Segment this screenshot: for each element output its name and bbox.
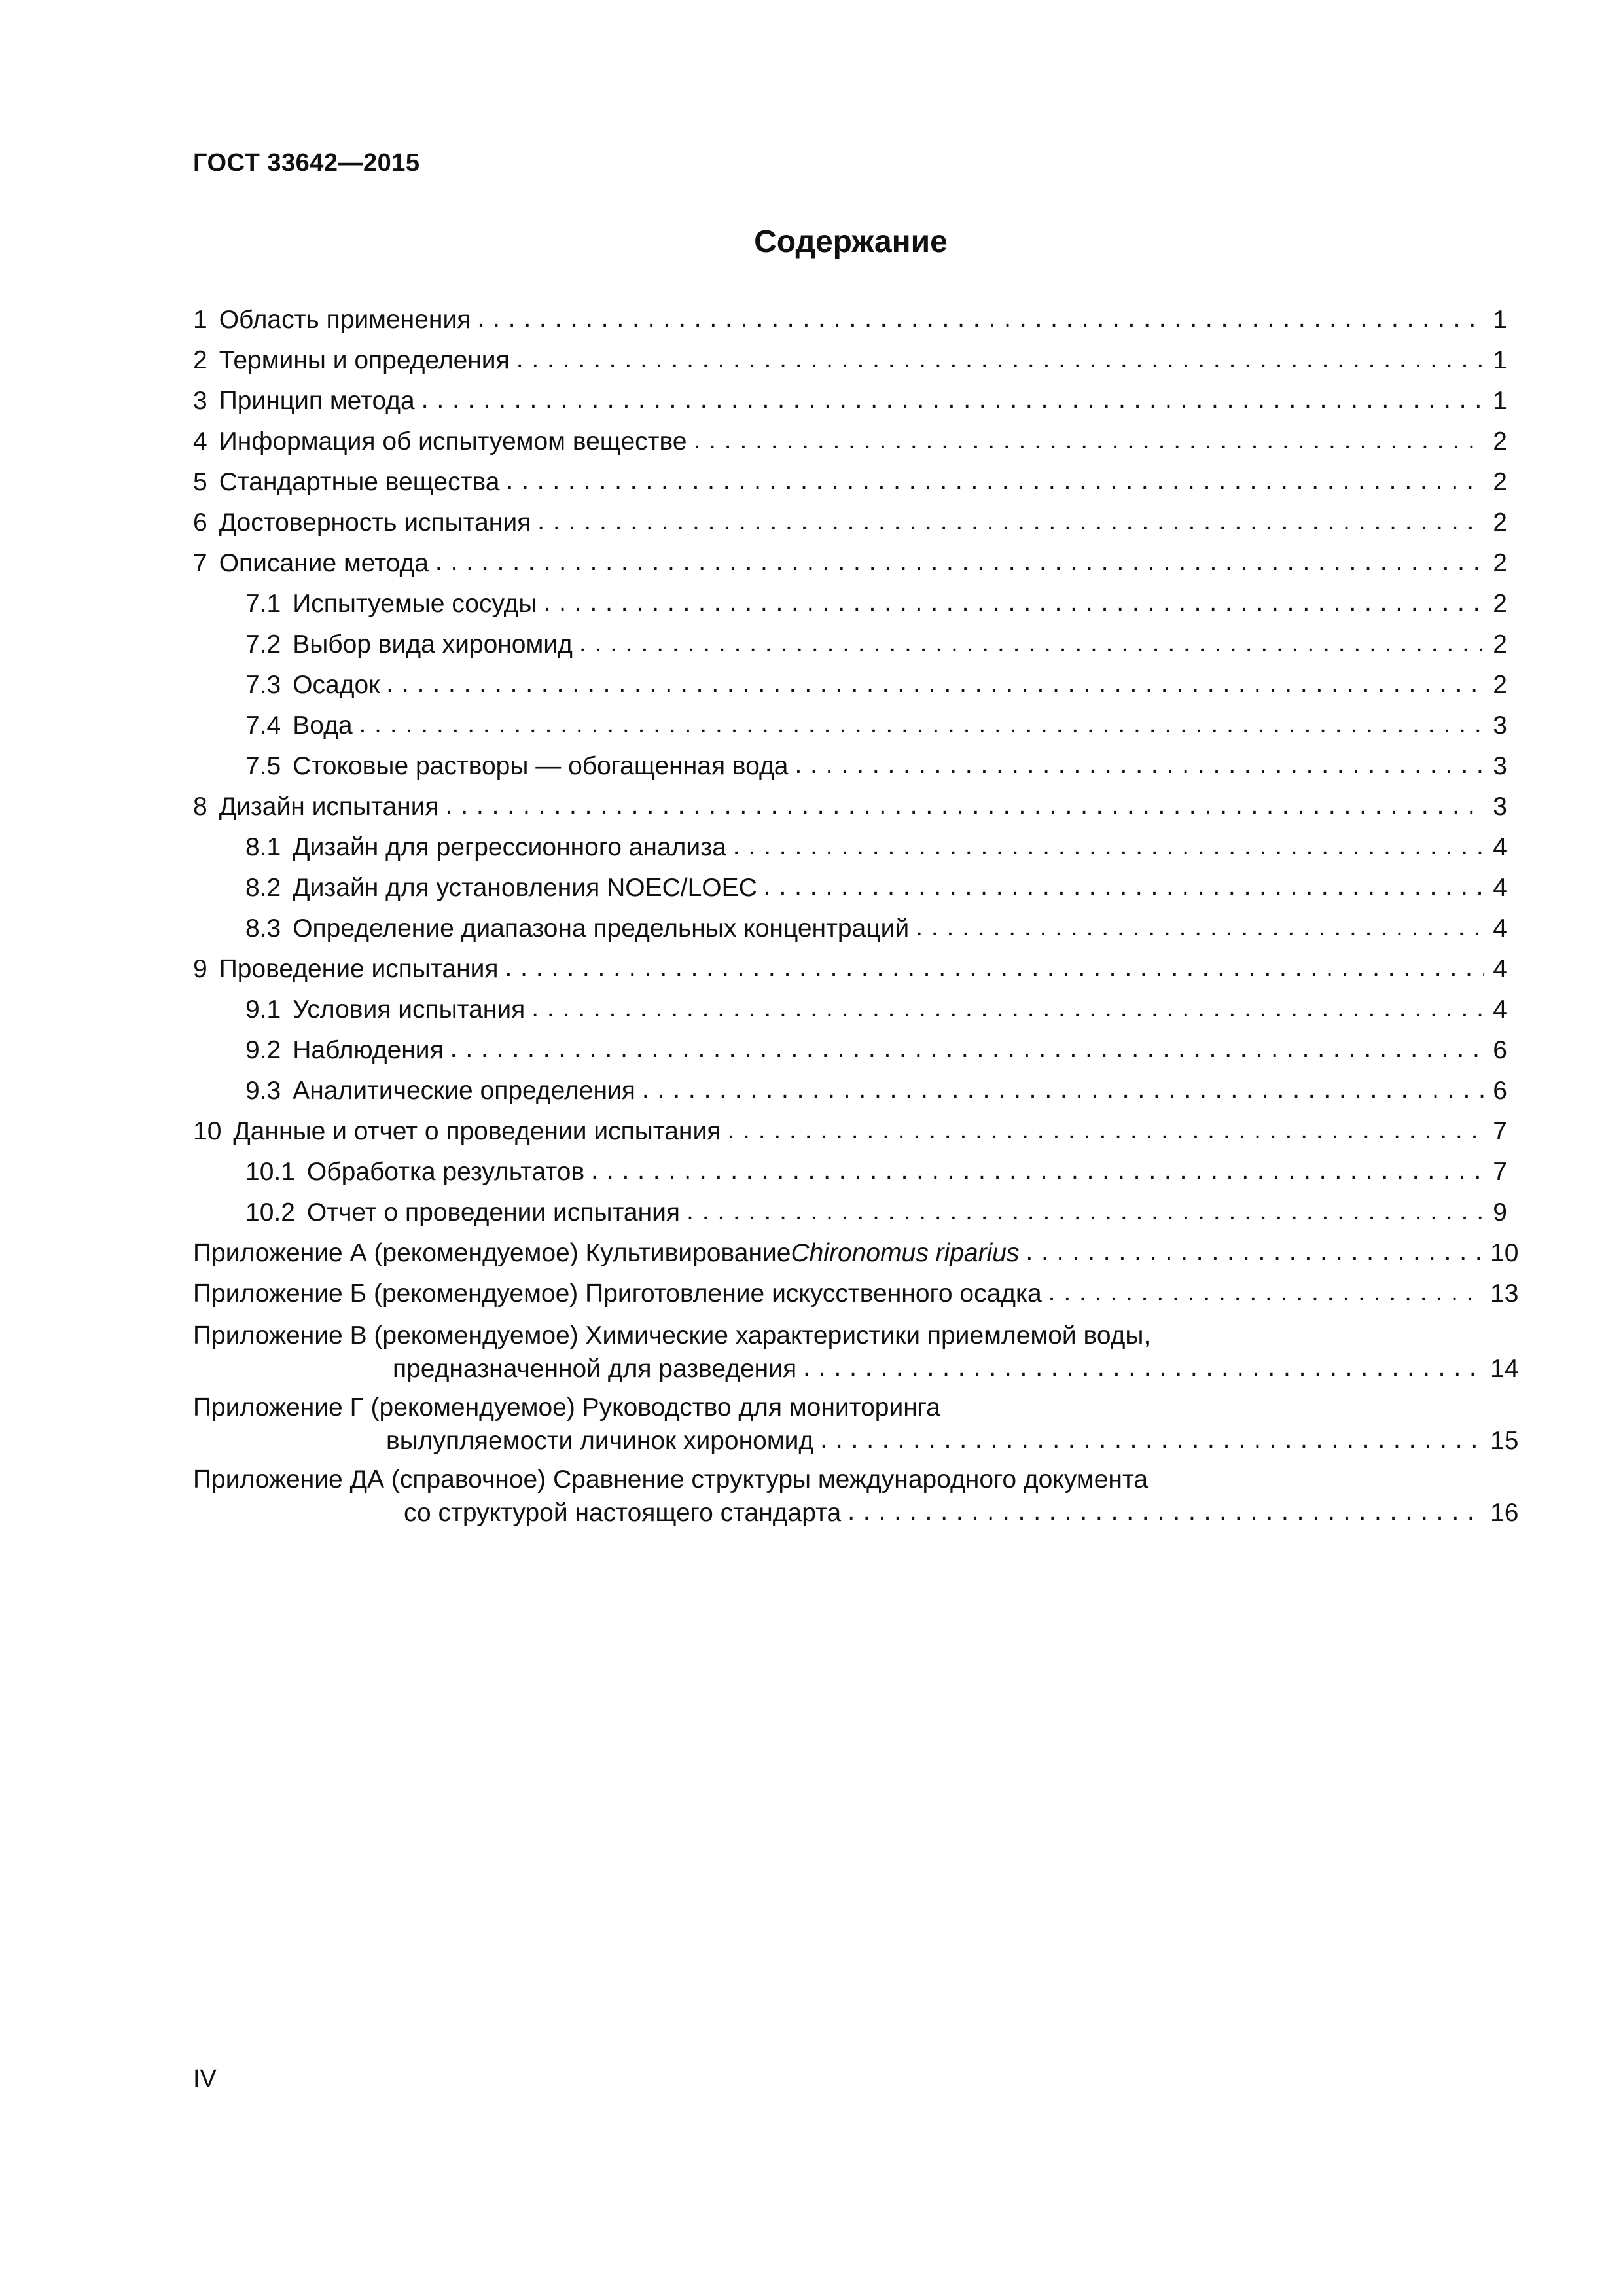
toc-text: Описание метода [219,549,429,577]
toc-entry-8[interactable] [193,787,1507,827]
toc-text: Наблюдения [293,1036,444,1064]
toc-number: 9.2 [245,1036,281,1064]
toc-annex-g[interactable] [193,1391,1519,1458]
table-of-contents [193,300,1519,1530]
toc-page: 6 [1493,1036,1507,1064]
dot-leader [727,1110,1484,1151]
annex-a-species: Chironomus riparius [791,1239,1020,1267]
toc-entry-9[interactable] [193,949,1507,990]
toc-page: 13 [1490,1280,1519,1308]
dot-leader [421,380,1484,420]
dot-leader [693,420,1484,461]
toc-text: Испытуемые сосуды [293,590,537,618]
toc-entry-9-2[interactable] [193,1030,1507,1071]
toc-text: Данные и отчет о проведении испытания [233,1117,721,1145]
toc-page: 16 [1490,1499,1519,1527]
dot-leader [543,583,1484,623]
dot-leader [591,1151,1484,1191]
toc-text: Обработка результатов [306,1158,585,1186]
page-title: Содержание [754,224,948,259]
annex-g-line2: вылупляемости личинок хирономид [386,1427,814,1455]
toc-page: 15 [1490,1427,1519,1455]
toc-text: Отчет о проведении испытания [306,1198,681,1227]
dot-leader [446,785,1484,826]
dot-leader [386,664,1484,704]
toc-page: 2 [1493,549,1507,577]
toc-annex-v[interactable] [193,1319,1519,1386]
dot-leader [1048,1272,1484,1313]
annex-b-text: Приложение Б (рекомендуемое) Приготовление искусственного осадка [193,1280,1042,1308]
toc-entry-3[interactable] [193,381,1507,422]
toc-annex-b[interactable] [193,1274,1519,1314]
dot-leader [1026,1232,1484,1272]
toc-number: 10.1 [245,1158,295,1186]
toc-text: Термины и определения [219,346,510,374]
toc-page: 3 [1493,793,1507,821]
toc-page: 7 [1493,1158,1507,1186]
toc-page: 4 [1493,955,1507,983]
toc-number: 7.4 [245,711,281,740]
toc-page: 3 [1493,711,1507,740]
toc-number: 1 [193,306,207,334]
toc-number: 4 [193,427,207,456]
dot-leader [516,339,1484,380]
toc-entry-1[interactable] [193,300,1507,340]
toc-text: Достоверность испытания [219,509,531,537]
toc-text: Стандартные вещества [219,468,500,496]
toc-page: 2 [1493,630,1507,658]
toc-page: 14 [1490,1355,1519,1383]
dot-leader [733,826,1484,867]
toc-text: Выбор вида хирономид [293,630,573,658]
toc-number: 7 [193,549,207,577]
toc-entry-2[interactable] [193,340,1507,381]
toc-text: Область применения [219,306,471,334]
dot-leader [450,1029,1484,1069]
dot-leader [435,542,1484,583]
toc-number: 9 [193,955,207,983]
annex-g-line1: Приложение Г (рекомендуемое) Руководство для мониторинга [193,1393,940,1422]
toc-number: 7.5 [245,752,281,780]
toc-entry-7-5[interactable] [193,746,1507,787]
toc-text: Вода [293,711,353,740]
annex-da-line2: со структурой настоящего стандарта [404,1499,842,1527]
toc-text: Принцип метода [219,387,415,415]
toc-annex-da[interactable] [193,1463,1519,1530]
toc-entry-7-4[interactable] [193,706,1507,746]
toc-page: 4 [1493,833,1507,861]
toc-number: 8 [193,793,207,821]
toc-page: 2 [1493,509,1507,537]
toc-page: 1 [1493,346,1507,374]
document-id: ГОСТ 33642—2015 [193,149,420,177]
dot-leader [916,907,1484,948]
toc-entry-10-1[interactable] [193,1152,1507,1193]
toc-page: 7 [1493,1117,1507,1145]
dot-leader [803,1351,1484,1385]
toc-page: 4 [1493,874,1507,902]
toc-number: 8.2 [245,874,281,902]
toc-text: Условия испытания [293,996,526,1024]
toc-number: 7.2 [245,630,281,658]
toc-entry-10-2[interactable] [193,1193,1507,1233]
toc-entry-8-2[interactable] [193,868,1507,908]
toc-entry-9-3[interactable] [193,1071,1507,1111]
dot-leader [505,948,1484,988]
toc-page: 2 [1493,468,1507,496]
page-number: IV [193,2065,217,2092]
toc-page: 1 [1493,387,1507,415]
dot-leader [820,1423,1484,1457]
toc-entry-7-2[interactable] [193,624,1507,665]
toc-number: 10.2 [245,1198,295,1227]
toc-entry-7[interactable] [193,543,1507,584]
toc-page: 10 [1490,1239,1519,1267]
annex-v-line1: Приложение В (рекомендуемое) Химические характеристики приемлемой воды, [193,1321,1151,1350]
toc-page: 2 [1493,671,1507,699]
toc-text: Дизайн для установления NOEC/LOEC [293,874,757,902]
toc-number: 7.1 [245,590,281,618]
toc-page: 2 [1493,427,1507,456]
toc-number: 8.1 [245,833,281,861]
toc-text: Дизайн испытания [219,793,439,821]
toc-number: 8.3 [245,914,281,942]
toc-text: Стоковые растворы — обогащенная вода [293,752,789,780]
toc-page: 4 [1493,996,1507,1024]
toc-number: 10 [193,1117,222,1145]
dot-leader [531,988,1484,1029]
toc-page: 9 [1493,1198,1507,1227]
toc-entry-10[interactable] [193,1111,1507,1152]
annex-da-line1: Приложение ДА (справочное) Сравнение структуры международного документа [193,1465,1149,1494]
dot-leader [537,501,1484,542]
toc-text: Информация об испытуемом веществе [219,427,687,456]
toc-text: Проведение испытания [219,955,499,983]
annex-a-prefix: Приложение А (рекомендуемое) Культивирование [193,1239,791,1267]
toc-text: Определение диапазона предельных концентраций [293,914,910,942]
toc-entry-7-3[interactable] [193,665,1507,706]
dot-leader [794,745,1484,785]
toc-entry-8-3[interactable] [193,908,1507,949]
toc-number: 6 [193,509,207,537]
toc-text: Осадок [293,671,380,699]
toc-entry-5[interactable] [193,462,1507,503]
dot-leader [579,623,1484,664]
toc-number: 9.3 [245,1077,281,1105]
toc-entry-9-1[interactable] [193,990,1507,1030]
annex-v-line2: предназначенной для разведения [393,1355,797,1383]
dot-leader [506,461,1484,501]
toc-entry-4[interactable] [193,422,1507,462]
dot-leader [477,298,1484,339]
toc-number: 2 [193,346,207,374]
toc-entry-7-1[interactable] [193,584,1507,624]
toc-text: Дизайн для регрессионного анализа [293,833,726,861]
toc-number: 9.1 [245,996,281,1024]
toc-text: Аналитические определения [293,1077,635,1105]
toc-page: 1 [1493,306,1507,334]
toc-entry-6[interactable] [193,503,1507,543]
dot-leader [359,704,1484,745]
toc-page: 3 [1493,752,1507,780]
toc-number: 7.3 [245,671,281,699]
dot-leader [687,1191,1484,1232]
toc-annex-a[interactable] [193,1233,1519,1274]
toc-number: 5 [193,468,207,496]
dot-leader [847,1495,1484,1529]
toc-number: 3 [193,387,207,415]
toc-page: 6 [1493,1077,1507,1105]
dot-leader [764,867,1484,907]
toc-page: 4 [1493,914,1507,942]
toc-entry-8-1[interactable] [193,827,1507,868]
dot-leader [642,1069,1484,1110]
toc-page: 2 [1493,590,1507,618]
